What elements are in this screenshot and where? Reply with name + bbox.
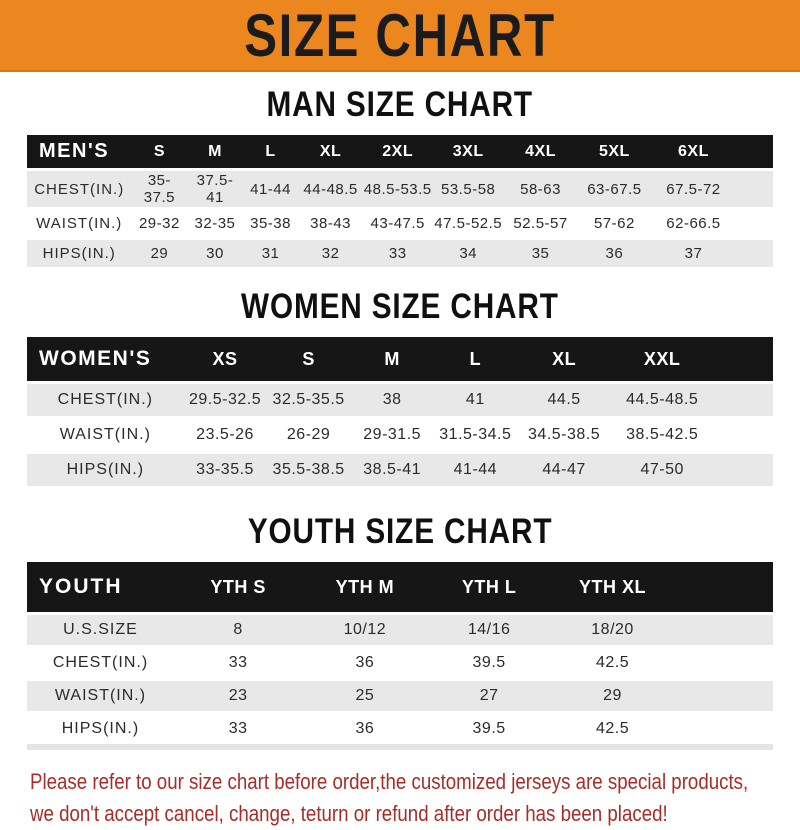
size-value-cell: 44-47 [517,453,611,487]
size-value-cell: 35-37.5 [131,170,187,209]
table-corner-label: YOUTH [27,562,174,614]
measurement-row-label: CHEST(IN.) [27,170,131,209]
footer-notice-line1: Please refer to our size chart before order,the customized jerseys are special products, [30,769,749,794]
size-value-cell: 26-29 [266,418,350,453]
size-value-cell: 38-43 [299,209,363,239]
size-value-cell: 47.5-52.5 [433,209,504,239]
header-filler [674,562,773,614]
banner [0,0,800,72]
footer-notice [30,766,800,830]
measurement-row-label: CHEST(IN.) [27,383,184,418]
size-value-cell: 29 [131,239,187,268]
table-corner-label: MEN'S [27,135,131,170]
size-value-cell: 35.5-38.5 [266,453,350,487]
row-filler [713,418,773,453]
measurement-row-label: WAIST(IN.) [27,418,184,453]
size-value-cell: 29-32 [131,209,187,239]
size-value-cell: 37.5-41 [187,170,242,209]
size-value-cell: 27 [428,680,551,713]
row-filler [736,239,773,268]
women-size-table [27,337,773,486]
size-value-cell: 34 [433,239,504,268]
size-value-cell: 47-50 [611,453,713,487]
measurement-row [27,383,773,418]
size-value-cell: 44.5-48.5 [611,383,713,418]
size-header-row [27,562,773,614]
size-value-cell: 67.5-72 [651,170,735,209]
size-value-cell: 44.5 [517,383,611,418]
size-value-cell: 52.5-57 [504,209,578,239]
measurement-row-label: WAIST(IN.) [27,680,174,713]
size-value-cell: 35 [504,239,578,268]
row-filler [736,209,773,239]
size-value-cell: 37 [651,239,735,268]
size-value-cell: 14/16 [428,614,551,647]
size-column-header: XL [299,135,363,170]
size-value-cell: 36 [302,647,427,680]
row-filler [674,680,773,713]
size-value-cell: 8 [174,614,302,647]
youth-section-title-text: YOUTH SIZE CHART [247,512,553,551]
size-column-header: S [131,135,187,170]
size-column-header: L [243,135,299,170]
size-value-cell: 53.5-58 [433,170,504,209]
youth-size-table [27,562,773,750]
size-value-cell: 25 [302,680,427,713]
size-value-cell: 35-38 [243,209,299,239]
measurement-row [27,239,773,268]
size-value-cell: 23 [174,680,302,713]
size-column-header: L [434,337,518,383]
measurement-row-label: HIPS(IN.) [27,713,174,748]
man-section-title-text: MAN SIZE CHART [266,85,534,124]
size-value-cell: 39.5 [428,713,551,748]
row-filler [674,614,773,647]
size-value-cell: 38.5-41 [351,453,434,487]
women-section-title [0,287,800,327]
size-value-cell: 33 [174,647,302,680]
size-column-header: M [187,135,242,170]
size-value-cell: 38 [351,383,434,418]
size-value-cell: 62-66.5 [651,209,735,239]
measurement-row [27,209,773,239]
size-value-cell: 36 [577,239,651,268]
measurement-row [27,647,773,680]
row-filler [713,453,773,487]
size-column-header: YTH M [302,562,427,614]
measurement-row-label: CHEST(IN.) [27,647,174,680]
size-value-cell: 18/20 [551,614,675,647]
size-value-cell: 23.5-26 [184,418,267,453]
header-filler [736,135,773,170]
size-value-cell: 10/12 [302,614,427,647]
size-column-header: 4XL [504,135,578,170]
size-column-header: XXL [611,337,713,383]
size-value-cell: 44-48.5 [299,170,363,209]
size-value-cell: 36 [302,713,427,748]
size-value-cell: 63-67.5 [577,170,651,209]
measurement-row [27,453,773,487]
men-size-table [27,135,773,267]
size-value-cell: 33-35.5 [184,453,267,487]
measurement-row-label: WAIST(IN.) [27,209,131,239]
women-section-title-text: WOMEN SIZE CHART [241,287,559,326]
footer-notice-line2: we don't accept cancel, change, teturn or refund after order has been placed! [30,801,668,826]
size-value-cell: 34.5-38.5 [517,418,611,453]
measurement-row [27,170,773,209]
size-column-header: XS [184,337,267,383]
measurement-row-label: HIPS(IN.) [27,239,131,268]
youth-section-title [0,512,800,552]
measurement-row [27,713,773,748]
size-column-header: S [266,337,350,383]
size-value-cell: 42.5 [551,647,675,680]
header-filler [713,337,773,383]
size-value-cell: 30 [187,239,242,268]
size-value-cell: 32 [299,239,363,268]
row-filler [674,647,773,680]
size-header-row [27,135,773,170]
size-value-cell: 41-44 [243,170,299,209]
size-column-header: YTH XL [551,562,675,614]
row-filler [713,383,773,418]
size-value-cell: 41-44 [434,453,518,487]
size-value-cell: 48.5-53.5 [363,170,433,209]
size-column-header: M [351,337,434,383]
row-filler [674,713,773,748]
measurement-row-label: HIPS(IN.) [27,453,184,487]
table-corner-label: WOMEN'S [27,337,184,383]
size-column-header: XL [517,337,611,383]
size-value-cell: 31 [243,239,299,268]
size-value-cell: 39.5 [428,647,551,680]
measurement-row-label: U.S.SIZE [27,614,174,647]
page-title: SIZE CHART [244,1,556,69]
size-column-header: 3XL [433,135,504,170]
size-value-cell: 32.5-35.5 [266,383,350,418]
size-value-cell: 38.5-42.5 [611,418,713,453]
size-value-cell: 31.5-34.5 [434,418,518,453]
size-value-cell: 43-47.5 [363,209,433,239]
measurement-row [27,614,773,647]
size-column-header: 2XL [363,135,433,170]
size-value-cell: 58-63 [504,170,578,209]
size-value-cell: 32-35 [187,209,242,239]
size-value-cell: 29 [551,680,675,713]
size-column-header: YTH S [174,562,302,614]
size-value-cell: 57-62 [577,209,651,239]
size-header-row [27,337,773,383]
size-column-header: 6XL [651,135,735,170]
size-value-cell: 41 [434,383,518,418]
measurement-row [27,418,773,453]
measurement-row [27,680,773,713]
man-section-title [0,85,800,125]
size-value-cell: 29-31.5 [351,418,434,453]
size-column-header: 5XL [577,135,651,170]
size-column-header: YTH L [428,562,551,614]
size-value-cell: 29.5-32.5 [184,383,267,418]
size-value-cell: 33 [363,239,433,268]
size-value-cell: 33 [174,713,302,748]
size-value-cell: 42.5 [551,713,675,748]
row-filler [736,170,773,209]
